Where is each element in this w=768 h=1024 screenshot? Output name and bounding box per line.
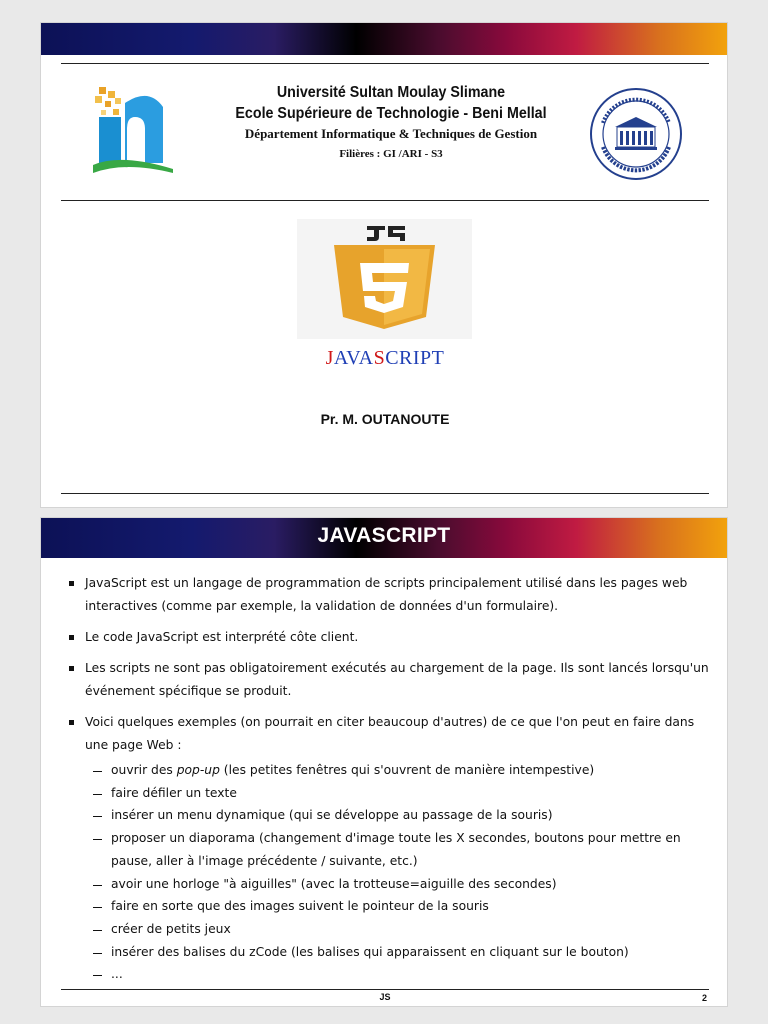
example-item: faire défiler un texte xyxy=(67,782,717,805)
course-title xyxy=(41,347,729,370)
footer-rule xyxy=(61,493,709,494)
title-slide xyxy=(40,22,728,508)
example-item xyxy=(67,759,717,782)
example-item: faire en sorte que des images suivent le pointeur de la souris xyxy=(67,895,717,918)
slide-content xyxy=(67,572,717,986)
institution-header xyxy=(191,84,591,160)
header-top-rule xyxy=(61,63,709,64)
bullet-item: Les scripts ne sont pas obligatoirement exécutés au chargement de la page. Ils sont lancés lorsqu'un événement spécifique se produit. xyxy=(67,657,717,703)
example-emphasis: pop-up xyxy=(176,763,220,777)
school-seal-icon xyxy=(589,87,683,181)
slide-banner xyxy=(41,23,727,55)
school-name: Ecole Supérieure de Technologie - Beni Mellal xyxy=(235,105,547,122)
bullet-item: Voici quelques exemples (on pourrait en citer beaucoup d'autres) de ce que l'on peut en faire dans une page Web : xyxy=(67,711,717,757)
example-item: insérer un menu dynamique (qui se développe au passage de la souris) xyxy=(67,804,717,827)
example-item: proposer un diaporama (changement d'image toute les X secondes, boutons pour mettre en pause, aller à l'image précédente / suivante, etc.) xyxy=(67,827,717,872)
example-text: (les petites fenêtres qui s'ouvrent de manière intempestive) xyxy=(219,763,595,777)
examples-list xyxy=(67,759,717,986)
example-item: avoir une horloge "à aiguilles" (avec la trotteuse=aiguille des secondes) xyxy=(67,873,717,896)
footer-rule xyxy=(61,989,709,990)
slide-title: JAVASCRIPT xyxy=(317,524,451,547)
page-number: 2 xyxy=(701,993,707,1003)
bullet-item: JavaScript est un langage de programmation de scripts principalement utilisé dans les pages web interactives (comme par exemple, la validation de données d'un formulaire). xyxy=(67,572,717,618)
example-item: ... xyxy=(67,963,717,986)
example-text: ouvrir des xyxy=(111,763,177,777)
title-letter-s: S xyxy=(373,347,386,369)
header-bottom-rule xyxy=(61,200,709,201)
bullet-item: Le code JavaScript est interprété côte client. xyxy=(67,626,717,649)
content-slide xyxy=(40,517,728,1007)
title-part-ava: AVA xyxy=(333,347,374,369)
title-letter-j: J xyxy=(325,347,334,369)
university-logo-icon xyxy=(91,83,175,179)
example-item: créer de petits jeux xyxy=(67,918,717,941)
university-name: Université Sultan Moulay Slimane xyxy=(276,84,506,101)
department-name: Département Informatique & Techniques de Gestion xyxy=(244,126,538,141)
footer-label: JS xyxy=(379,992,391,1002)
filieres-label: Filières : GI /ARI - S3 xyxy=(339,148,443,160)
example-item: insérer des balises du zCode (les balises qui apparaissent en cliquant sur le bouton) xyxy=(67,941,717,964)
title-part-cript: CRIPT xyxy=(385,347,445,369)
js-logo-icon xyxy=(297,219,472,339)
author-name: Pr. M. OUTANOUTE xyxy=(320,411,450,427)
